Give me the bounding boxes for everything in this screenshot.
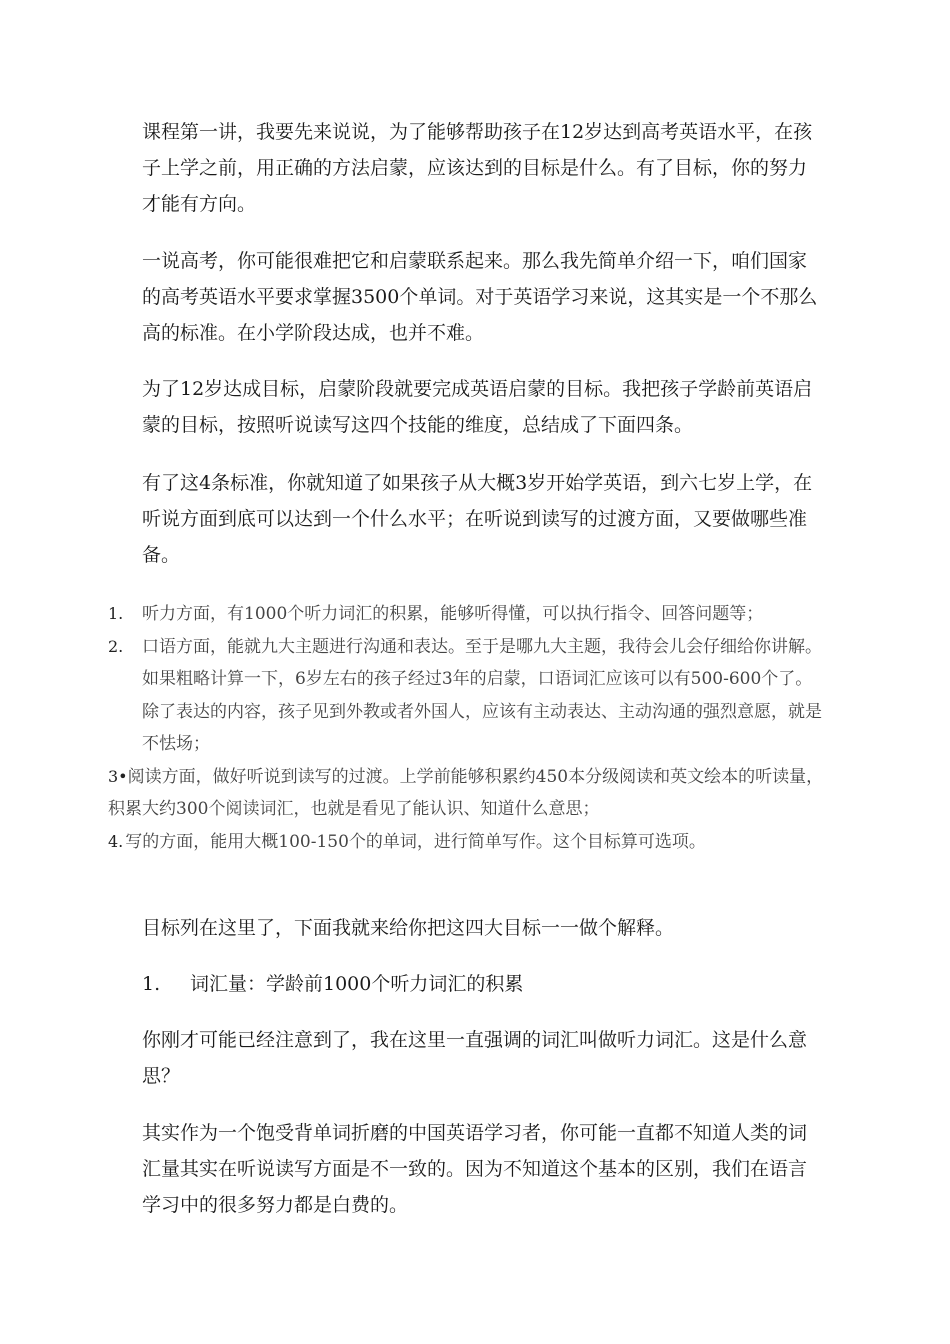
list-item [108,826,828,859]
list-item [108,761,828,826]
list-item [108,598,828,631]
list-item-number: 1. [108,604,124,623]
list-item-number: 4. [108,831,124,851]
paragraph-gaokao: 一说高考，你可能很难把它和启蒙联系起来。那么我先简单介绍一下，咱们国家的高考英语水平要求掌握3500个单词。对于英语学习来说，这其实是一个不那么高的标准。在小学阶段达成，也并不难。 [142,250,818,344]
goals-list [108,598,828,858]
section-heading-text: 词汇量：学龄前1000个听力词汇的积累 [190,973,524,995]
list-item-text: 口语方面，能就九大主题进行沟通和表达。至于是哪九大主题，我待会儿会仔细给你讲解。如果粗略计算一下，6岁左右的孩子经过3年的启蒙，口语词汇应该可以有500-600个了。除了表达的内容，孩子见到外教或者外国人，应该有主动表达、主动沟通的强烈意愿，就是不怯场； [142,636,822,754]
section-heading-number: 1. [142,973,161,995]
list-item-text: 听力方面，有1000个听力词汇的积累，能够听得懂，可以执行指令、回答问题等； [142,604,764,624]
list-item-text: 写的方面，能用大概100-150个的单词，进行简单写作。这个目标算可选项。 [125,831,706,852]
paragraph-standards: 有了这4条标准，你就知道了如果孩子从大概3岁开始学英语，到六七岁上学，在听说方面到底可以达到一个什么水平；在听说到读写的过渡方面，又要做哪些准备。 [142,472,813,566]
paragraph-vocab-difference: 其实作为一个饱受背单词折磨的中国英语学习者，你可能一直都不知道人类的词汇量其实在听说读写方面是不一致的。因为不知道这个基本的区别，我们在语言学习中的很多努力都是白费的。 [142,1122,808,1216]
paragraph-after-list: 目标列在这里了，下面我就来给你把这四大目标一一做个解释。 [142,917,675,939]
paragraph-listening-vocab: 你刚才可能已经注意到了，我在这里一直强调的词汇叫做听力词汇。这是什么意思？ [142,1029,808,1087]
list-item-number: 3• [108,766,128,786]
list-item-number: 2. [108,636,124,656]
paragraph-goal: 为了12岁达成目标，启蒙阶段就要完成英语启蒙的目标。我把孩子学龄前英语启蒙的目标，按照听说读写这四个技能的维度，总结成了下面四条。 [142,378,813,436]
list-item [108,631,828,761]
paragraph-intro: 课程第一讲，我要先来说说，为了能够帮助孩子在12岁达到高考英语水平，在孩子上学之前，用正确的方法启蒙，应该达到的目标是什么。有了目标，你的努力才能有方向。 [142,121,813,215]
list-item-text: 阅读方面，做好听说到读写的过渡。上学前能够积累约450本分级阅读和英文绘本的听读量，积累大约300个阅读词汇，也就是看见了能认识、知道什么意思； [108,766,824,819]
section-heading [142,966,822,1002]
